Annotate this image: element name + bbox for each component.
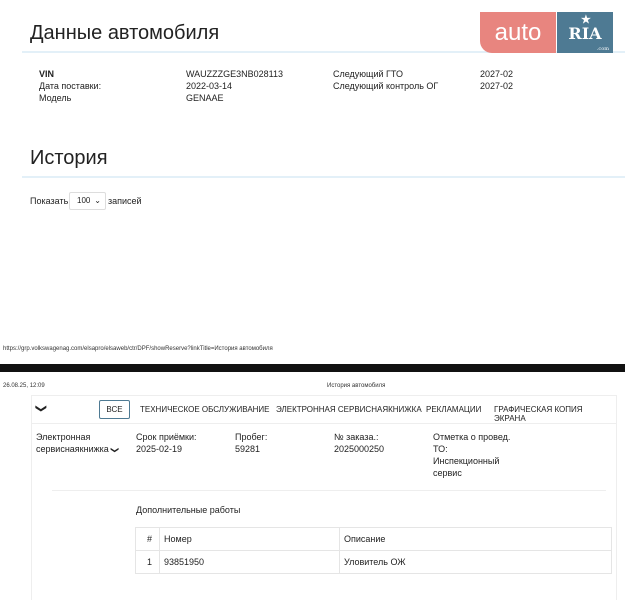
delivery-date-value: 2022-03-14 bbox=[186, 81, 233, 91]
order-number: № заказа.: 2025000250 bbox=[334, 432, 385, 454]
history-title: История bbox=[30, 147, 108, 169]
tab-screen-copy[interactable]: ГРАФИЧЕСКАЯ КОПИЯ ЭКРАНА bbox=[494, 405, 583, 423]
page-title: Данные автомобиля bbox=[30, 22, 220, 44]
table-row: 1 93851950 Уловитель ОЖ bbox=[136, 551, 612, 574]
mileage: Пробег: 59281 bbox=[235, 432, 268, 454]
vin-label: VIN bbox=[39, 69, 55, 79]
entries-label: записей bbox=[108, 196, 142, 206]
history-panel bbox=[31, 395, 617, 600]
model-value: GENAAE bbox=[186, 93, 224, 103]
logo-ria: ★ RIA .com bbox=[557, 12, 613, 53]
entry-type[interactable]: Электронная сервиснаякнижка ❯ bbox=[36, 432, 120, 454]
entries-select[interactable]: 100 ⌄ bbox=[69, 192, 106, 210]
tab-maintenance[interactable]: ТЕХНИЧЕСКОЕ ОБСЛУЖИВАНИЕ bbox=[140, 405, 270, 414]
chevron-down-icon[interactable]: ❯ bbox=[35, 403, 48, 414]
extra-works-title: Дополнительные работы bbox=[136, 505, 241, 515]
chevron-down-icon: ⌄ bbox=[94, 196, 101, 205]
extra-works-table bbox=[135, 527, 612, 574]
next-emission-value: 2027-02 bbox=[480, 81, 514, 91]
delivery-date-label: Дата поставки: bbox=[39, 81, 102, 91]
star-icon: ★ bbox=[581, 13, 591, 26]
tab-claims[interactable]: РЕКЛАМАЦИИ bbox=[426, 405, 482, 414]
logo-auto: auto bbox=[480, 12, 556, 53]
divider bbox=[52, 490, 606, 491]
acceptance-date: Срок приёмки: 2025-02-19 bbox=[136, 432, 197, 454]
table-header-row: # Номер Описание bbox=[136, 528, 612, 551]
divider bbox=[22, 176, 625, 178]
print-datetime: 26.08.25, 12:09 bbox=[3, 383, 45, 389]
model-label: Модель bbox=[39, 93, 72, 103]
tab-service-book[interactable]: ЭЛЕКТРОННАЯ СЕРВИСНАЯКНИЖКА bbox=[276, 405, 422, 414]
next-inspection-value: 2027-02 bbox=[480, 69, 514, 79]
vin-value: WAUZZZGE3NB028113 bbox=[186, 69, 284, 79]
tab-all[interactable]: ВСЕ bbox=[99, 400, 130, 419]
next-emission-label: Следующий контроль ОГ bbox=[333, 81, 439, 91]
page-break bbox=[0, 364, 625, 372]
print-title: История автомобиля bbox=[327, 383, 386, 389]
print-url: https://grp.volkswagenag.com/elsapro/elsaweb/ctr/DPF/showReserve?linkTitle=История автомобиля bbox=[3, 346, 273, 352]
chevron-down-icon: ❯ bbox=[110, 446, 120, 454]
service-mark: Отметка о провед. ТО: Инспекционный сервис bbox=[433, 432, 511, 478]
tab-bar bbox=[32, 396, 616, 424]
show-label: Показать bbox=[30, 196, 69, 206]
next-inspection-label: Следующий ГТО bbox=[333, 69, 403, 79]
